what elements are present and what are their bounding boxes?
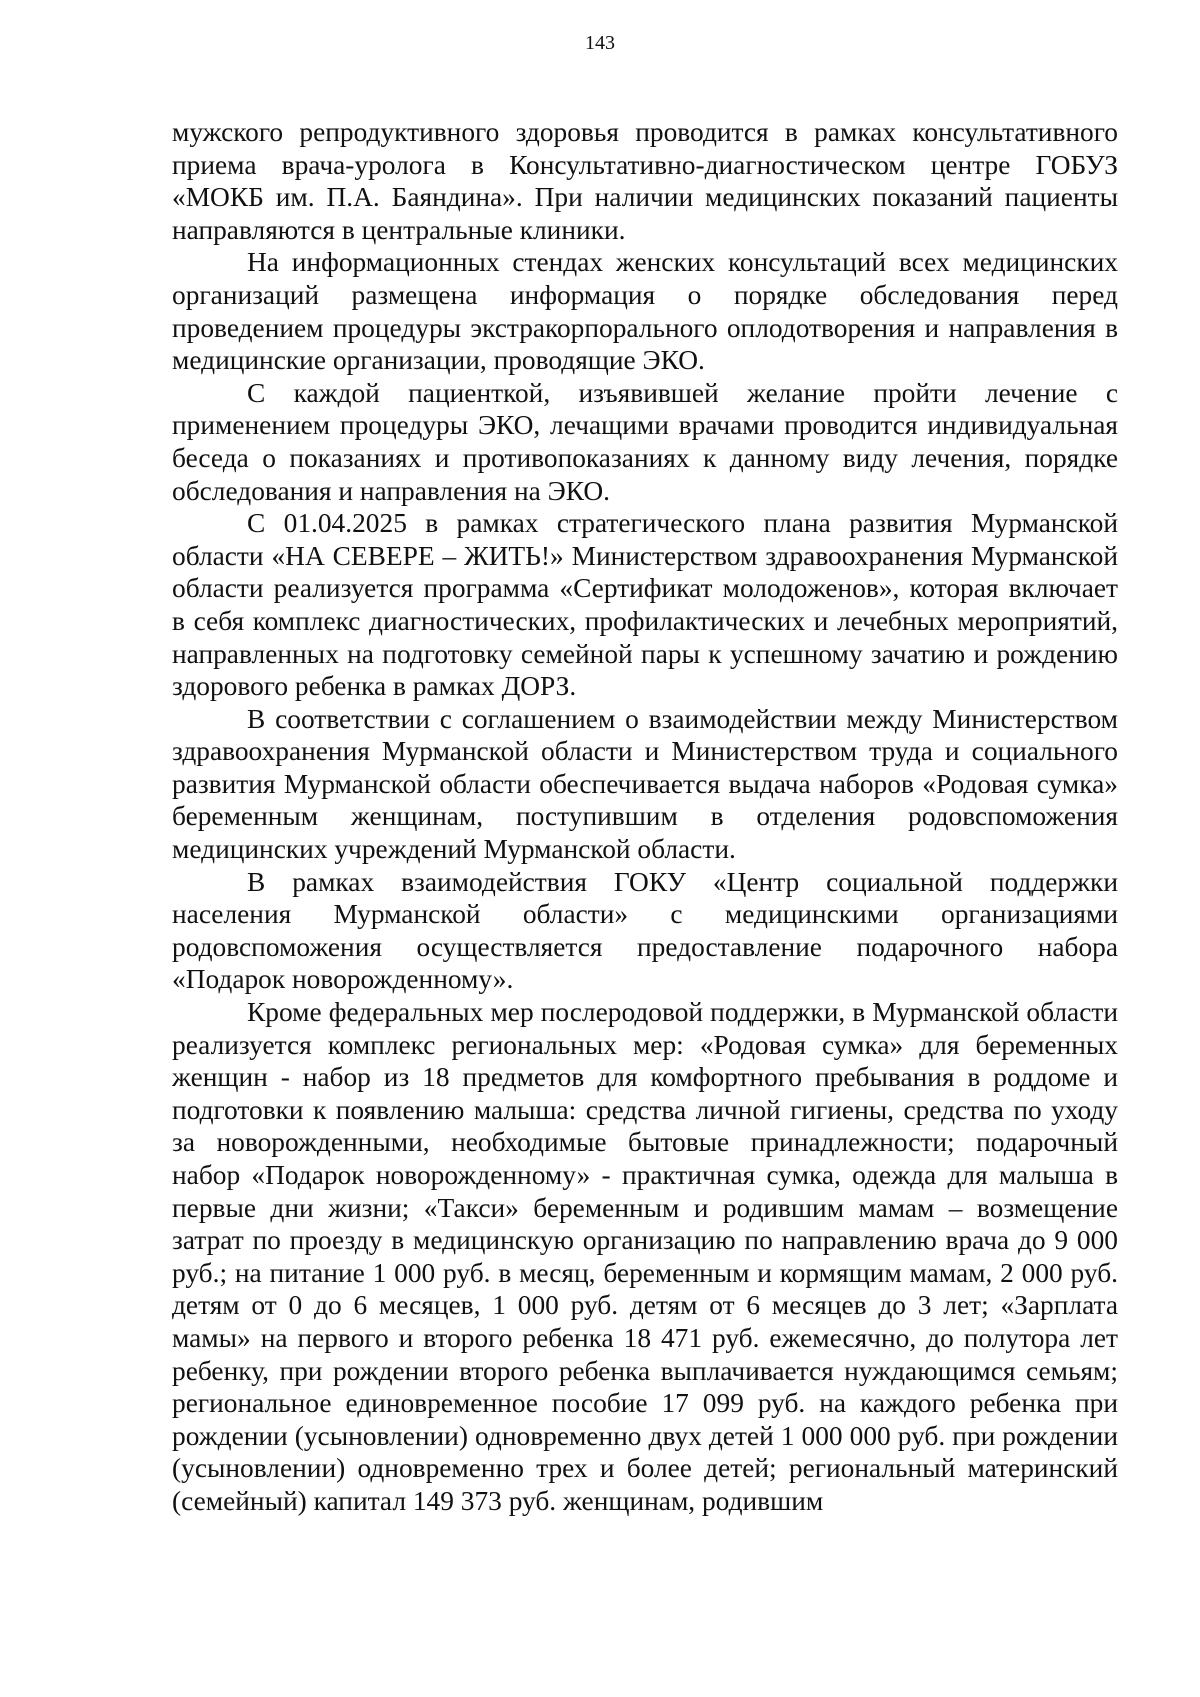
paragraph-maternity-bag: В соответствии с соглашением о взаимодействии между Министерством здравоохранения Мурманской области и Министерством труда и социального развития Мурманской области обеспечивается выдача наборов «Родовая сумка» беременным женщинам, поступившим в отделения родовспоможения медицинских учреждений Мурманской области.	[172, 703, 1118, 865]
page-number: 143	[585, 32, 615, 54]
document-body	[172, 116, 1118, 1518]
paragraph-regional-support: Кроме федеральных мер послеродовой поддержки, в Мурманской области реализуется комплекс региональных мер: «Родовая сумка» для беременных женщин - набор из 18 предметов для комфортного пребывания в роддоме и подготовки к появлению малыша: средства личной гигиены, средства по уходу за новорожденными, необходимые бытовые принадлежности; подарочный набор «Подарок новорожденному» - практичная сумка, одежда для малыша в первые дни жизни; «Такси» беременным и родившим мамам – возмещение затрат по проезду в медицинскую организацию по направлению врача до 9 000 руб.; на питание 1 000 руб. в месяц, беременным и кормящим мамам, 2 000 руб. детям от 0 до 6 месяцев, 1 000 руб. детям от 6 месяцев до 3 лет; «Зарплата мамы» на первого и второго ребенка 18 471 руб. ежемесячно, до полутора лет ребенку, при рождении второго ребенка выплачивается нуждающимся семьям; региональное единовременное пособие 17 099 руб. на каждого ребенка при рождении (усыновлении) одновременно двух детей 1 000 000 руб. при рождении (усыновлении) одновременно трех и более детей; региональный материнский (семейный) капитал 149 373 руб. женщинам, родившим	[172, 997, 1118, 1516]
paragraph-newborn-gift: В рамках взаимодействия ГОКУ «Центр социальной поддержки населения Мурманской области» с медицинскими организациями родовспоможения осуществляется предоставление подарочного набора «Подарок новорожденному».	[172, 866, 1118, 995]
paragraph-newlywed-certificate: С 01.04.2025 в рамках стратегического плана развития Мурманской области «НА СЕВЕРЕ – ЖИТЬ!» Министерством здравоохранения Мурманской области реализуется программа «Сертификат молодоженов», которая включает в себя комплекс диагностических, профилактических и лечебных мероприятий, направленных на подготовку семейной пары к успешному зачатию и рождению здорового ребенка в рамках ДОРЗ.	[172, 508, 1118, 702]
paragraph-info-stands: На информационных стендах женских консультаций всех медицинских организаций размещена информация о порядке обследования перед проведением процедуры экстракорпорального оплодотворения и направления в медицинские организации, проводящие ЭКО.	[172, 247, 1118, 376]
paragraph-patient-conversation: С каждой пациенткой, изъявившей желание пройти лечение с применением процедуры ЭКО, лечащими врачами проводится индивидуальная беседа о показаниях и противопоказаниях к данному виду лечения, порядке обследования и направления на ЭКО.	[172, 377, 1118, 506]
paragraph-male-health: мужского репродуктивного здоровья проводится в рамках консультативного приема врача-уролога в Консультативно-диагностическом центре ГОБУЗ «МОКБ им. П.А. Баяндина». При наличии медицинских показаний пациенты направляются в центральные клиники.	[172, 117, 1118, 245]
